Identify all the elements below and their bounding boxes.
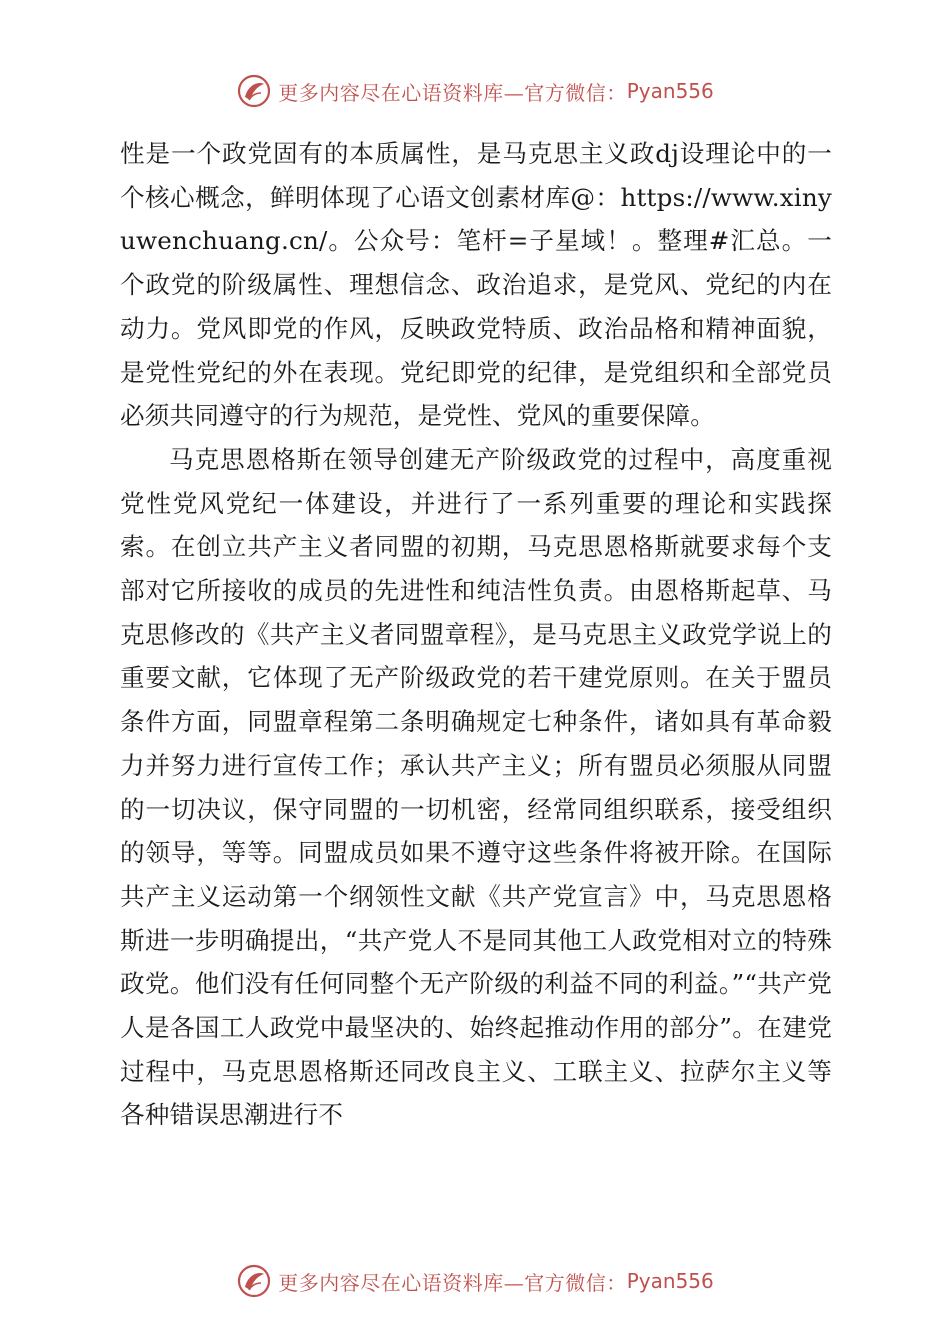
header-banner-id: Pyan556 (626, 79, 714, 103)
footer-banner-id: Pyan556 (626, 1269, 714, 1293)
footer-banner-text: 更多内容尽在心语资料库—官方微信： (278, 1270, 627, 1295)
header-banner-text: 更多内容尽在心语资料库—官方微信： (278, 80, 627, 105)
header-banner (0, 68, 950, 114)
brand-logo-icon (236, 73, 272, 109)
paragraph-2: 马克思恩格斯在领导创建无产阶级政党的过程中，高度重视党性党风党纪一体建设，并进行了一系列重要的理论和实践探索。在创立共产主义者同盟的初期，马克思恩格斯就要求每个支部对它所接收的成员的先进性和纯洁性负责。由恩格斯起草、马克思修改的《共产主义者同盟章程》，是马克思主义政党学说上的重要文献，它体现了无产阶级政党的若干建党原则。在关于盟员条件方面，同盟章程第二条明确规定七种条件，诸如具有革命毅力并努力进行宣传工作；承认共产主义；所有盟员必须服从同盟的一切决议，保守同盟的一切机密，经常同组织联系，接受组织的领导，等等。同盟成员如果不遵守这些条件将被开除。在国际共产主义运动第一个纲领性文献《共产党宣言》中，马克思恩格斯进一步明确提出，“共产党人不是同其他工人政党相对立的特殊政党。他们没有任何同整个无产阶级的利益不同的利益。”“共产党人是各国工人政党中最坚决的、始终起推动作用的部分”。在建党过程中，马克思恩格斯还同改良主义、工联主义、拉萨尔主义等各种错误思潮进行不 (120, 444, 832, 1130)
paragraph-1: 性是一个政党固有的本质属性，是马克思主义政dj设理论中的一个核心概念，鲜明体现了心语文创素材库@：https://www.xinyuwenchuang.cn/。公众号：笔杆=子星域！。整理#汇总。一个政党的阶级属性、理想信念、政治追求，是党风、党纪的内在动力。党风即党的作风，反映政党特质、政治品格和精神面貌，是党性党纪的外在表现。党纪即党的纪律，是党组织和全部党员必须共同遵守的行为规范，是党性、党风的重要保障。 (120, 139, 832, 431)
brand-logo-icon (236, 1263, 272, 1299)
document-body (120, 132, 832, 1137)
footer-banner (0, 1258, 950, 1304)
